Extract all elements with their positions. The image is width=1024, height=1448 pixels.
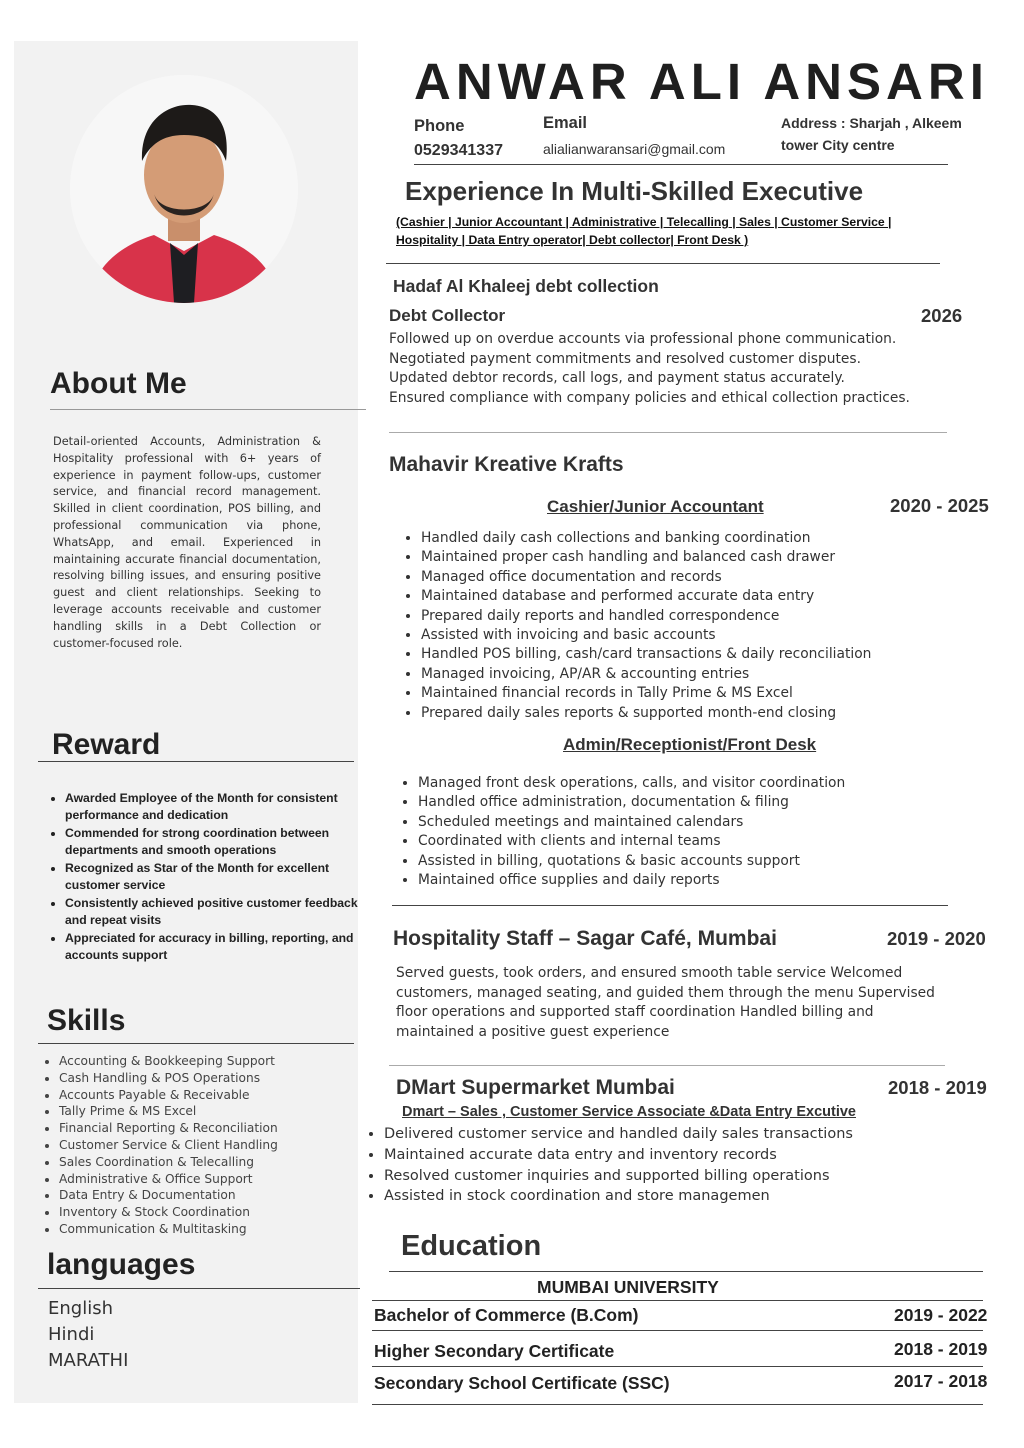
skills-heading: Skills (47, 1004, 126, 1037)
about-text: Detail-oriented Accounts, Administration & Hospitality professional with 6+ years of experience in payment follow-ups, customer service, and financial record management. Skilled in client coordination, POS billing, and professional communication via phone, WhatsApp, and email. Experienced in maintaining accurate financial documentation, resolving billing issues, and ensuring positive guest and client relationships. Seeking to leverage accounts receivable and customer handling skills in a Debt Collection or customer-focused role. (53, 435, 321, 650)
company-sagar: Hospitality Staff – Sagar Café, Mumbai (393, 927, 777, 950)
skill-item: • Financial Reporting & Reconciliation (59, 1120, 369, 1137)
duty-item: • Managed office documentation and records (421, 568, 961, 587)
year-mahavir: 2020 - 2025 (890, 495, 989, 516)
language-item: English (48, 1298, 113, 1319)
skills-divider (38, 1043, 354, 1044)
edu-degree: Bachelor of Commerce (B.Com) (374, 1305, 639, 1325)
language-item: Hindi (48, 1324, 95, 1345)
duty-item: • Maintained proper cash handling and balanced cash drawer (421, 548, 961, 567)
role-dmart: Dmart – Sales , Customer Service Associate &Data Entry Excutive (402, 1104, 856, 1120)
role-admin-receptionist: Admin/Receptionist/Front Desk (563, 735, 817, 754)
reward-item: • Commended for strong coordination between departments and smooth operations (65, 825, 375, 859)
reward-item: • Recognized as Star of the Month for excellent customer service (65, 860, 375, 894)
skill-item: • Inventory & Stock Coordination (59, 1204, 369, 1221)
headline-divider (386, 263, 940, 264)
profile-photo (70, 75, 298, 303)
edu-row-divider (372, 1366, 983, 1367)
hadaf-line: Followed up on overdue accounts via professional phone communication. (389, 331, 897, 347)
reward-item: • Awarded Employee of the Month for consistent performance and dedication (65, 790, 375, 824)
skill-item: • Sales Coordination & Telecalling (59, 1154, 369, 1171)
duty-item: • Assisted in billing, quotations & basic accounts support (418, 852, 958, 871)
edu-row-divider (372, 1330, 983, 1331)
duty-item: • Managed front desk operations, calls, and visitor coordination (418, 774, 958, 793)
sagar-text: Served guests, took orders, and ensured smooth table service Welcomed customers, managed seating, and guided them through the menu Supervised floor operations and supported staff coordination Handled billing and maintained a positive guest experience (396, 965, 935, 1040)
skill-item: • Communication & Multitasking (59, 1221, 369, 1238)
edu-row-divider (372, 1300, 983, 1301)
company-dmart: DMart Supermarket Mumbai (396, 1076, 675, 1099)
company-hadaf: Hadaf Al Khaleej debt collection (393, 276, 659, 296)
year-sagar: 2019 - 2020 (887, 928, 986, 949)
role-debt-collector: Debt Collector (389, 306, 506, 325)
skill-item: • Accounting & Bookkeeping Support (59, 1053, 369, 1070)
language-item: MARATHI (48, 1350, 129, 1371)
duty-item: • Prepared daily sales reports & supported month-end closing (421, 704, 961, 723)
mahavir-divider (392, 905, 948, 906)
duty-item: • Coordinated with clients and internal teams (418, 832, 958, 851)
university-name: MUMBAI UNIVERSITY (537, 1277, 719, 1297)
reward-list (46, 790, 375, 965)
duty-item: • Maintained accurate data entry and inventory records (384, 1145, 944, 1166)
edu-degree: Higher Secondary Certificate (374, 1341, 615, 1361)
duty-item: • Managed invoicing, AP/AR & accounting entries (421, 665, 961, 684)
hadaf-line: Updated debtor records, call logs, and payment status accurately. (389, 370, 845, 386)
duty-item: • Handled office administration, documentation & filing (418, 793, 958, 812)
education-heading: Education (401, 1230, 542, 1262)
duty-item: • Maintained financial records in Tally Prime & MS Excel (421, 684, 961, 703)
address-line2: tower City centre (781, 137, 895, 153)
hadaf-line: Ensured compliance with company policies and ethical collection practices. (389, 389, 910, 406)
reward-item: • Consistently achieved positive customer feedback and repeat visits (65, 895, 375, 929)
headline-tags: (Cashier | Junior Accountant | Administrative | Telecalling | Sales | Customer Service | Hospitality | Data Entry operator| Debt collector| Front Desk ) (396, 215, 892, 247)
education-divider (389, 1271, 983, 1272)
reward-heading: Reward (52, 728, 161, 761)
sagar-divider (389, 1065, 945, 1066)
hadaf-line: Negotiated payment commitments and resolved customer disputes. (389, 350, 861, 367)
headline-title: Experience In Multi-Skilled Executive (405, 176, 864, 206)
address-label: Address : Sharjah , Alkeem (781, 115, 962, 131)
skill-item: • Customer Service & Client Handling (59, 1137, 369, 1154)
year-dmart: 2018 - 2019 (888, 1077, 987, 1098)
phone-label: Phone (414, 117, 465, 135)
duty-item: • Scheduled meetings and maintained calendars (418, 813, 958, 832)
cashier-duties (401, 529, 961, 723)
duty-item: • Handled daily cash collections and banking coordination (421, 529, 961, 548)
phone-value: 0529341337 (414, 142, 503, 159)
profile-photo-avatar (70, 75, 298, 303)
skills-list (42, 1053, 369, 1238)
languages-divider (38, 1288, 360, 1289)
skill-item: • Cash Handling & POS Operations (59, 1070, 369, 1087)
edu-years: 2018 - 2019 (894, 1339, 988, 1359)
about-divider (50, 409, 366, 410)
duty-item: • Assisted in stock coordination and store managemen (384, 1186, 944, 1207)
skill-item: • Tally Prime & MS Excel (59, 1103, 369, 1120)
company-mahavir: Mahavir Kreative Krafts (389, 453, 624, 476)
candidate-name: ANWAR ALI ANSARI (414, 53, 989, 110)
reward-item: • Appreciated for accuracy in billing, reporting, and accounts support (65, 930, 375, 964)
about-heading: About Me (50, 367, 187, 400)
skill-item: • Accounts Payable & Receivable (59, 1087, 369, 1104)
email-value: alialianwaransari@gmail.com (543, 141, 726, 157)
skill-item: • Data Entry & Documentation (59, 1187, 369, 1204)
email-label: Email (543, 114, 588, 132)
languages-heading: languages (47, 1248, 196, 1281)
edu-degree: Secondary School Certificate (SSC) (374, 1373, 670, 1393)
duty-item: • Maintained office supplies and daily reports (418, 871, 958, 890)
admin-duties (398, 774, 958, 890)
reward-divider (38, 761, 354, 762)
duty-item: • Maintained database and performed accurate data entry (421, 587, 961, 606)
edu-years: 2019 - 2022 (894, 1305, 988, 1325)
duty-item: • Assisted with invoicing and basic accounts (421, 626, 961, 645)
skill-item: • Administrative & Office Support (59, 1171, 369, 1188)
dmart-duties (364, 1124, 944, 1207)
duty-item: • Handled POS billing, cash/card transactions & daily reconciliation (421, 645, 961, 664)
duty-item: • Prepared daily reports and handled correspondence (421, 607, 961, 626)
edu-years: 2017 - 2018 (894, 1371, 988, 1391)
year-hadaf: 2026 (921, 305, 963, 326)
duty-item: • Delivered customer service and handled daily sales transactions (384, 1124, 944, 1145)
role-cashier: Cashier/Junior Accountant (547, 497, 764, 516)
header-divider (414, 164, 948, 165)
duty-item: • Resolved customer inquiries and supported billing operations (384, 1166, 944, 1187)
edu-row-divider (372, 1404, 983, 1405)
hadaf-lines (389, 330, 949, 408)
hadaf-divider (389, 432, 947, 433)
